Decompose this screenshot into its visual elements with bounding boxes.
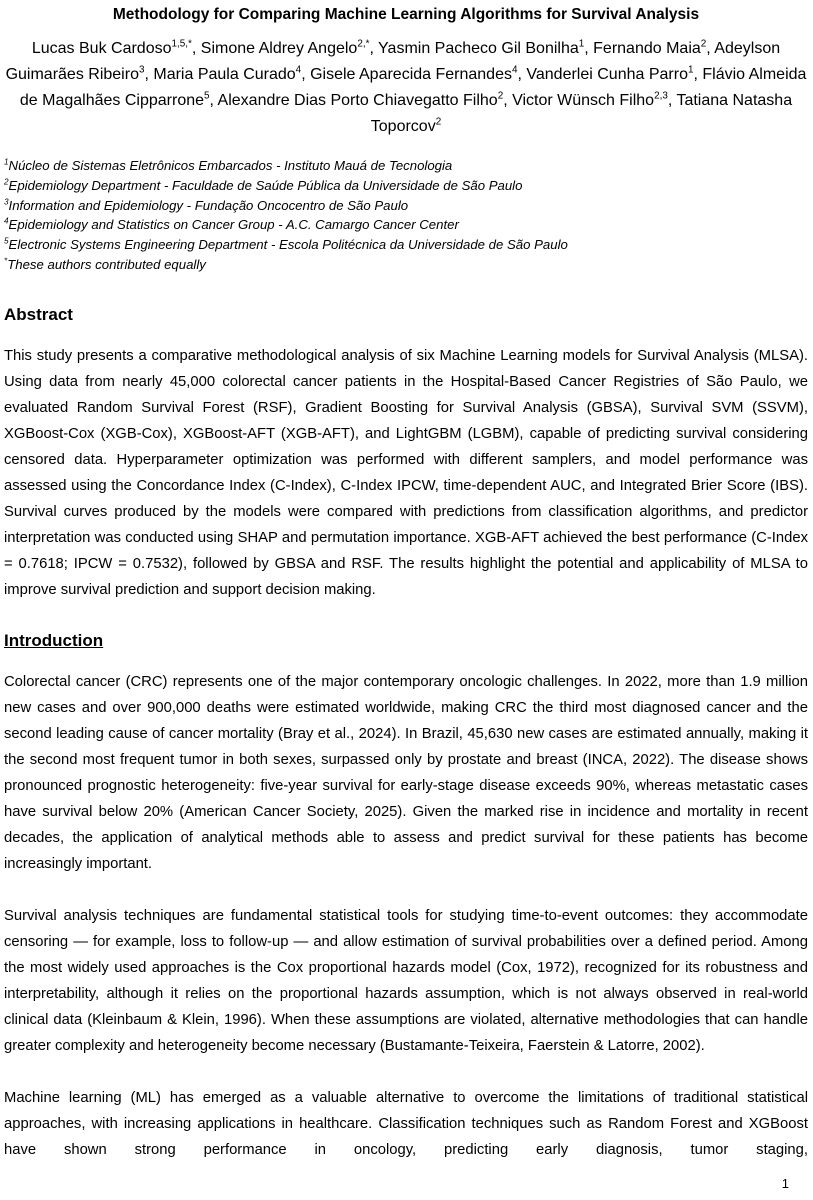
paper-title: Methodology for Comparing Machine Learning Algorithms for Survival Analysis <box>112 6 700 23</box>
affiliation-line: $^4$Epidemiology and Statistics on Cancer Group - A.C. Camargo Cancer Center <box>4 217 459 233</box>
author-list: Lucas Buk Cardoso$^{1,5,*}$, Simone Aldrey Angelo$^{2,*}$, Yasmin Pacheco Gil Bonilha$^1$, Fernando Maia$^2$, Adeylson Guimarães Ribeiro$^3$, Maria Paula Curado$^4$, Gisele Aparecida Fernandes$^4$, Vanderlei Cunha Parro$^1$, Flávio Almeida de Magalhães Cipparrone$^5$, Alexandre Dias Porto Chiavegatto Filho$^2$, Victor Wünsch Filho$^{2,3}$, Tatiana Natasha Toporcov$^2$ <box>5 38 807 135</box>
intro-paragraph-1: Colorectal cancer (CRC) represents one of the major contemporary oncologic challenges. In 2022, more than 1.9 million new cases and over 900,000 deaths were estimated worldwide, making CRC the third most diagnosed cancer and the second leading cause of cancer mortality (Bray et al., 2024). In Brazil, 45,630 new cases are estimated annually, making it the second most frequent tumor in both sexes, surpassed only by prostate and breast (INCA, 2022). The disease shows pronounced prognostic heterogeneity: five-year survival for early-stage disease exceeds 90%, whereas metastatic cases have survival below 20% (American Cancer Society, 2025). Given the marked rise in incidence and mortality in recent decades, the application of analytical methods able to assess and predict survival for these patients has become increasingly important. <box>4 673 808 872</box>
section-heading-abstract: Abstract <box>4 304 73 324</box>
abstract-paragraph: This study presents a comparative methodological analysis of six Machine Learning models for Survival Analysis (MLSA). Using data from nearly 45,000 colorectal cancer patients in the Hospital-Based Cancer Registries of São Paulo, we evaluated Random Survival Forest (RSF), Gradient Boosting for Survival Analysis (GBSA), Survival SVM (SSVM), XGBoost-Cox (XGB-Cox), XGBoost-AFT (XGB-AFT), and LightGBM (LGBM), capable of predicting survival considering censored data. Hyperparameter optimization was performed with different samplers, and model performance was assessed using the Concordance Index (C-Index), C-Index IPCW, time-dependent AUC, and Integrated Brier Score (IBS). Survival curves produced by the models were compared with predictions from classification algorithms, and predictor interpretation was conducted using SHAP and permutation importance. XGB-AFT achieved the best performance (C-Index = 0.7618; IPCW = 0.7532), followed by GBSA and RSF. The results highlight the potential and applicability of MLSA to improve survival prediction and support decision making. <box>4 347 808 598</box>
affiliation-line: $^2$Epidemiology Department - Faculdade de Saúde Pública da Universidade de São Paulo <box>4 177 523 193</box>
affiliation-line: *These authors contributed equally <box>4 256 206 272</box>
intro-paragraph-2: Survival analysis techniques are fundamental statistical tools for studying time-to-event outcomes: they accommodate censoring — for example, loss to follow-up — and allow estimation of survival probabilities over a defined period. Among the most widely used approaches is the Cox proportional hazards model (Cox, 1972), recognized for its robustness and interpretability, although it relies on the proportional hazards assumption, which is not always observed in real-world clinical data (Kleinbaum & Klein, 1996). When these assumptions are violated, alternative methodologies that can handle greater complexity and heterogeneity become necessary (Bustamante-Teixeira, Faerstein & Latorre, 2002). <box>4 907 808 1054</box>
section-heading-introduction: Introduction <box>4 630 104 650</box>
affiliations <box>4 156 808 275</box>
intro-paragraph-3: Machine learning (ML) has emerged as a valuable alternative to overcome the limitations of traditional statistical approaches, with increasing applications in healthcare. Classification techniques such as Random Forest and XGBoost have shown strong performance in oncology, predicting early diagnosis, tumor staging, <box>4 1089 808 1158</box>
affiliation-line: $^5$Electronic Systems Engineering Department - Escola Politécnica da Universidade de São Paulo <box>4 236 568 253</box>
page-number: 1 <box>781 1176 789 1191</box>
affiliation-line: $^1$Núcleo de Sistemas Eletrônicos Embarcados - Instituto Mauá de Tecnologia <box>4 157 453 173</box>
affiliation-line: $^3$Information and Epidemiology - Fundação Oncocentro de São Paulo <box>4 197 409 213</box>
